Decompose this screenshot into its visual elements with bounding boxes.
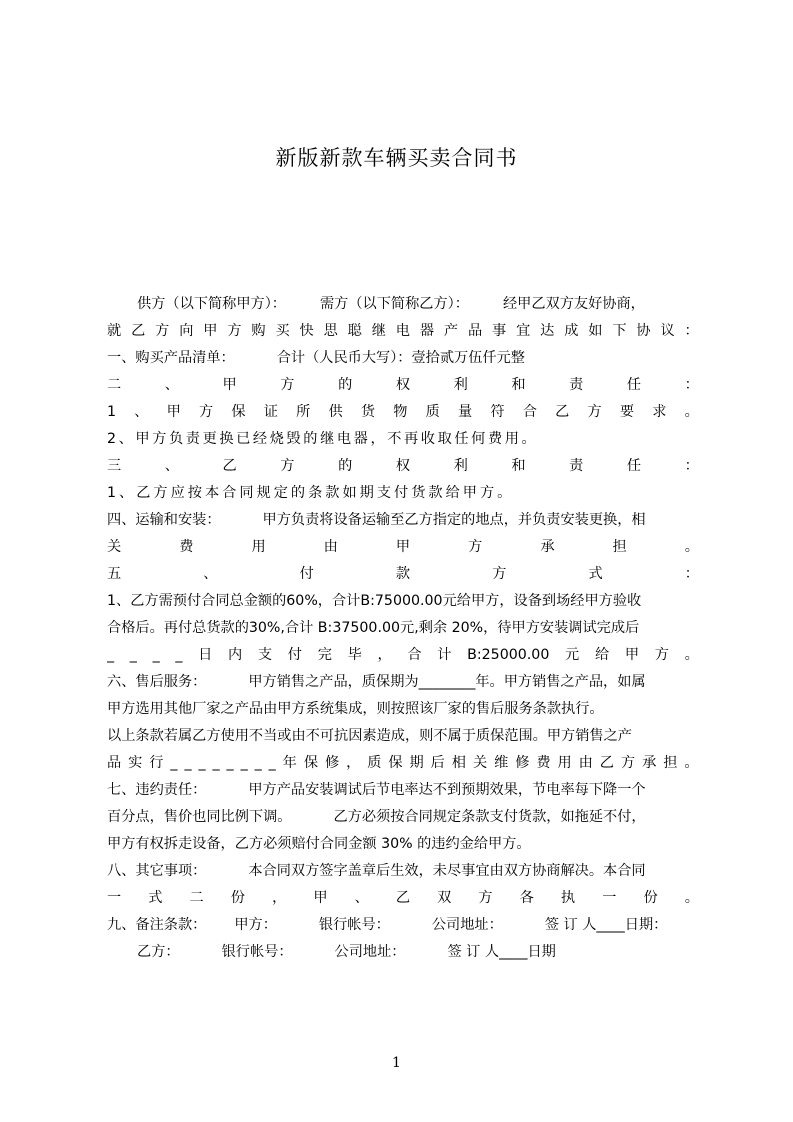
spread-char: _ — [198, 754, 206, 771]
spread-char: 方 — [198, 403, 214, 420]
spread-char: _ — [184, 754, 192, 771]
spread-char: 质 — [425, 403, 440, 420]
spread-char: 宜 — [516, 322, 531, 339]
spread-char: 保 — [231, 403, 246, 420]
spread-char: 方 — [227, 322, 242, 339]
party-a-address-label: 公司地址： — [431, 916, 503, 933]
spread-char: _ — [129, 646, 137, 663]
spread-char: 毕 — [347, 646, 362, 663]
section-1-heading: 一、购买产品清单： — [107, 349, 235, 366]
party-b-bank-label: 银行帐号： — [221, 943, 293, 960]
spread-char: 所 — [296, 403, 311, 420]
spread-char: 甲 — [624, 646, 640, 663]
spread-char: 甲 — [395, 538, 411, 555]
section-6-text: 甲方销售之产品，质保期为________年。甲方销售之产品，如属 — [248, 673, 646, 690]
spread-char: 保 — [303, 754, 319, 771]
spread-char: 期 — [409, 754, 424, 771]
spread-char: 如 — [588, 322, 603, 339]
spread-char: ， — [346, 754, 361, 771]
spread-char: 方 — [478, 889, 493, 906]
spread-char: 协 — [636, 322, 651, 339]
spread-char: 。 — [684, 403, 699, 420]
line-section-2-item-1 — [107, 398, 699, 425]
spread-char: 完 — [317, 646, 332, 663]
spread-char: 关 — [472, 754, 488, 771]
supplier-label: 供方（以下简称甲方）： — [137, 295, 286, 312]
spread-char: 思 — [323, 322, 338, 339]
spread-char: _ — [226, 754, 234, 771]
section-5-item-1-cont-text: 合格后。再付总货款的30%,合计 B:37500.00元,剩余 20%，待甲方安装调试完成后 — [107, 619, 640, 636]
spread-char: 器 — [419, 322, 435, 339]
line-section-5-heading — [107, 560, 699, 587]
spread-char: 实 — [128, 754, 143, 771]
negotiation-text: 经甲乙双方友好协商， — [502, 295, 645, 312]
spread-char: 担 — [612, 538, 627, 555]
spread-char: 货 — [360, 403, 376, 420]
spread-char: 乙 — [222, 457, 237, 474]
spread-char: 合 — [522, 403, 537, 420]
spread-char: 要 — [619, 403, 635, 420]
spread-char: B:25000.00 — [467, 646, 550, 663]
spread-char: 承 — [540, 538, 555, 555]
spread-char: 五 — [107, 565, 122, 582]
line-section-6-cont-2 — [107, 722, 699, 749]
line-section-6-cont-1 — [107, 695, 699, 722]
line-section-8 — [107, 857, 699, 884]
spread-char: 品 — [467, 322, 483, 339]
line-section-5-item-1-end — [107, 641, 699, 668]
spread-char: 日 — [198, 646, 213, 663]
line-section-3-heading — [107, 452, 699, 479]
spread-char: 付 — [299, 565, 314, 582]
spread-char: 款 — [395, 565, 411, 582]
document-title: 新版新款车辆买卖合同书 — [275, 146, 518, 170]
spread-char: 一 — [107, 889, 122, 906]
spread-char: 修 — [324, 754, 340, 771]
spread-char: 电 — [395, 322, 410, 339]
spread-char: 双 — [437, 889, 452, 906]
section-6-cont-2-text: 以上条款若属乙方使用不当或由不可抗因素造成，则不属于质保范围。甲方销售之产 — [107, 727, 632, 744]
line-section-3-item-1 — [107, 479, 699, 506]
spread-char: 责 — [569, 457, 584, 474]
spread-char: 乙 — [555, 403, 570, 420]
spread-char: 快 — [299, 322, 314, 339]
party-a-signer-label: 签 订 人____日期： — [544, 916, 668, 933]
spread-char: 符 — [490, 403, 505, 420]
spread-char: 利 — [453, 457, 468, 474]
spread-char: 和 — [511, 376, 526, 393]
spread-char: ， — [272, 889, 287, 906]
spread-char: 量 — [457, 403, 473, 420]
line-section-9-cont — [107, 938, 699, 965]
spread-char: 甲 — [203, 322, 218, 339]
spread-char: 计 — [437, 646, 452, 663]
spread-char: 用 — [251, 538, 266, 555]
line-section-4 — [107, 506, 699, 533]
buyer-label: 需方（以下简称乙方）： — [319, 295, 469, 312]
spread-char: 供 — [328, 403, 343, 420]
spread-char: 、 — [164, 457, 179, 474]
spread-char: 式 — [148, 889, 163, 906]
spread-char: 、 — [203, 565, 218, 582]
spread-char: 付 — [287, 646, 302, 663]
line-section-7-cont-1 — [107, 803, 699, 830]
spread-char: 事 — [492, 322, 507, 339]
spread-char: 一 — [602, 889, 617, 906]
spread-char: 元 — [565, 646, 580, 663]
spread-char: _ — [107, 646, 115, 663]
spread-char: 执 — [560, 889, 576, 906]
page-number: 1 — [392, 1055, 401, 1071]
spread-char: 买 — [275, 322, 290, 339]
spread-char: 的 — [338, 457, 353, 474]
spread-char: _ — [212, 754, 220, 771]
spread-char: 乙 — [395, 889, 411, 906]
spread-char: 。 — [684, 646, 699, 663]
spread-char: 产 — [443, 322, 459, 339]
spread-char: 。 — [684, 754, 699, 771]
spread-char: 由 — [578, 754, 593, 771]
spread-char: 合 — [407, 646, 422, 663]
spread-char: 和 — [511, 457, 526, 474]
spread-char: 达 — [540, 322, 555, 339]
section-4-text: 甲方负责将设备运输至乙方指定的地点，并负责安装更换，相 — [262, 511, 646, 528]
spread-char: 式 — [588, 565, 603, 582]
line-section-8-cont — [107, 884, 699, 911]
spread-char: 修 — [515, 754, 530, 771]
spread-char: 给 — [594, 646, 610, 663]
spread-char: 方 — [620, 754, 636, 771]
line-section-7-cont-2 — [107, 830, 699, 857]
spread-char: 各 — [519, 889, 534, 906]
section-7-heading: 七、违约责任： — [107, 781, 207, 798]
section-2-item-2-text: 2、甲方负责更换已经烧毁的继电器，不再收取任何费用。 — [107, 430, 539, 447]
line-agreement — [107, 317, 699, 344]
spread-char: 就 — [107, 322, 122, 339]
spread-char: _ — [175, 646, 183, 663]
section-5-item-1-text: 1、乙方需预付合同总金额的60%，合计B:75000.00元给甲方，设备到场经甲方验收 — [107, 592, 642, 609]
spread-char: 利 — [453, 376, 468, 393]
section-7-cont-1-a: 百分点，售价也同比例下调。 — [107, 808, 292, 825]
spread-char: 继 — [371, 322, 386, 339]
spread-char: 保 — [388, 754, 403, 771]
spread-char: 权 — [395, 457, 411, 474]
spread-char: 责 — [569, 376, 584, 393]
spread-char: 、 — [164, 376, 179, 393]
party-b-address-label: 公司地址： — [334, 943, 406, 960]
spread-char: 证 — [263, 403, 278, 420]
spread-char: 任 — [626, 457, 642, 474]
spread-char: ： — [684, 565, 699, 582]
spread-char: 求 — [652, 403, 667, 420]
section-7-cont-1-b: 乙方必须按合同规定条款支付货款，如拖延不付， — [333, 808, 646, 825]
spread-char: 方 — [587, 403, 602, 420]
section-4-heading: 四、运输和安装： — [107, 511, 221, 528]
section-7-text: 甲方产品安装调试后节电率达不到预期效果，节电率每下降一个 — [248, 781, 646, 798]
section-8-text: 本合同双方签字盖章后生效，未尽事宜由双方协商解决。本合同 — [248, 862, 646, 879]
spread-char: _ — [170, 754, 178, 771]
spread-char: 内 — [228, 646, 243, 663]
section-6-cont-1-text: 甲方选用其他厂家之产品由甲方系统集成，则按照该厂家的售后服务条款执行。 — [107, 700, 604, 717]
party-b-label: 乙方： — [137, 943, 180, 960]
spread-char: 议 — [660, 322, 675, 339]
spread-char: 行 — [149, 754, 164, 771]
spread-char: 乙 — [599, 754, 614, 771]
line-section-6 — [107, 668, 699, 695]
total-amount-text: 合计（人民币大写）：壹拾贰万伍仟元整 — [276, 349, 525, 366]
spread-char: 甲 — [166, 403, 181, 420]
spread-char: 费 — [536, 754, 551, 771]
spread-char: 年 — [282, 754, 297, 771]
spread-char: 购 — [251, 322, 266, 339]
spread-char: 的 — [338, 376, 353, 393]
spread-char: 承 — [642, 754, 657, 771]
line-section-1 — [107, 344, 699, 371]
party-a-bank-label: 银行帐号： — [318, 916, 390, 933]
line-section-7 — [107, 776, 699, 803]
section-8-heading: 八、其它事项： — [107, 862, 207, 879]
spread-char: 。 — [684, 889, 699, 906]
spread-char: ： — [684, 457, 699, 474]
spread-char: 关 — [107, 538, 122, 555]
line-section-4-cont — [107, 533, 699, 560]
section-7-cont-2-text: 甲方有权拆走设备，乙方必须赔付合同金额 30% 的违约金给甲方。 — [107, 835, 531, 852]
spread-char: ， — [377, 646, 392, 663]
spread-char: 三 — [107, 457, 122, 474]
contract-body — [107, 290, 699, 965]
line-section-5-item-1 — [107, 587, 699, 614]
spread-char: 乙 — [131, 322, 146, 339]
section-6-heading: 六、售后服务： — [107, 673, 207, 690]
spread-char: 费 — [179, 538, 194, 555]
spread-char: _ — [254, 754, 262, 771]
spread-char: 、 — [134, 403, 149, 420]
line-section-5-item-1-cont — [107, 614, 699, 641]
spread-char: 后 — [430, 754, 445, 771]
line-parties — [107, 290, 699, 317]
spread-char: 物 — [393, 403, 408, 420]
party-b-signer-label: 签 订 人____日期 — [447, 943, 556, 960]
spread-char: 二 — [107, 376, 122, 393]
spread-char: 份 — [643, 889, 658, 906]
spread-char: 品 — [107, 754, 122, 771]
spread-char: 方 — [468, 538, 483, 555]
spread-char: 方 — [280, 457, 295, 474]
spread-char: _ — [268, 754, 276, 771]
spread-char: 方 — [155, 322, 170, 339]
spread-char: 维 — [494, 754, 509, 771]
spread-char: 份 — [230, 889, 245, 906]
line-section-9 — [107, 911, 699, 938]
spread-char: 相 — [451, 754, 466, 771]
line-section-2-heading — [107, 371, 699, 398]
spread-char: ： — [684, 376, 699, 393]
spread-char: _ — [152, 646, 160, 663]
spread-char: 任 — [626, 376, 642, 393]
spread-char: 甲 — [313, 889, 328, 906]
spread-char: 下 — [612, 322, 627, 339]
spread-char: 聪 — [347, 322, 362, 339]
spread-char: 。 — [684, 538, 699, 555]
spread-char: ： — [684, 322, 699, 339]
spread-char: 甲 — [222, 376, 237, 393]
spread-char: 用 — [557, 754, 572, 771]
section-9-heading: 九、备注条款： — [107, 916, 207, 933]
spread-char: 方 — [492, 565, 507, 582]
spread-char: 、 — [354, 889, 369, 906]
spread-char: 方 — [654, 646, 669, 663]
spread-char: 方 — [280, 376, 295, 393]
party-a-label: 甲方： — [234, 916, 277, 933]
spread-char: 1 — [107, 403, 117, 420]
section-3-item-1-text: 1、乙方应按本合同规定的条款如期支付货款给甲方。 — [107, 484, 515, 501]
spread-char: 向 — [179, 322, 194, 339]
spread-char: 由 — [323, 538, 338, 555]
spread-char: 权 — [395, 376, 411, 393]
spread-char: 二 — [189, 889, 204, 906]
spread-char: _ — [240, 754, 248, 771]
line-section-2-item-2 — [107, 425, 699, 452]
spread-char: 担 — [663, 754, 678, 771]
spread-char: 质 — [367, 754, 382, 771]
spread-char: 成 — [564, 322, 579, 339]
spread-char: 支 — [257, 646, 273, 663]
line-section-6-cont-3 — [107, 749, 699, 776]
